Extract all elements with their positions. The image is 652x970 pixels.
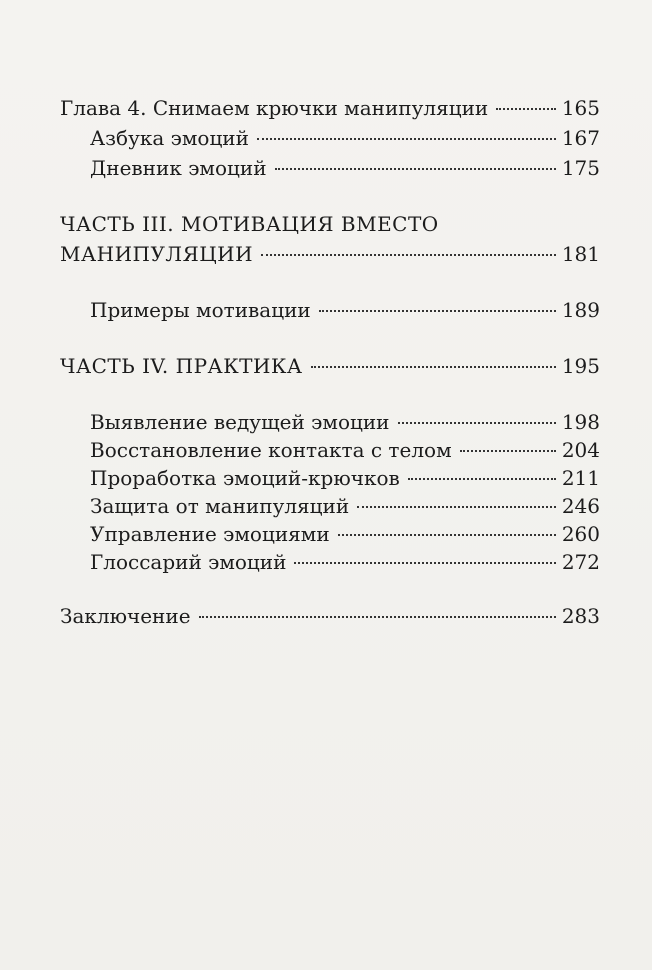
toc-entry-page: 283: [561, 604, 600, 628]
toc-entry-title: Восстановление контакта с телом: [90, 438, 452, 462]
leader-dots: [357, 506, 556, 508]
toc-entry-page: 165: [561, 96, 600, 120]
toc-entry-page: 246: [561, 494, 600, 518]
part3-heading-line1: ЧАСТЬ III. МОТИВАЦИЯ ВМЕСТО: [60, 212, 439, 236]
toc-entry-title: Выявление ведущей эмоции: [90, 410, 390, 434]
toc-entry-zashchita: [90, 494, 600, 518]
toc-entry-page: 204: [561, 438, 600, 462]
toc-entry-part4: [60, 354, 600, 378]
toc-entry-title: Дневник эмоций: [90, 156, 267, 180]
toc-entry-page: 175: [561, 156, 600, 180]
part3-heading-line2: МАНИПУЛЯЦИИ: [60, 242, 254, 266]
leader-dots: [294, 562, 555, 564]
leader-dots: [261, 254, 556, 256]
leader-dots: [311, 366, 556, 368]
leader-dots: [408, 478, 556, 480]
leader-dots: [319, 310, 556, 312]
toc-entry-title: Управление эмоциями: [90, 522, 330, 546]
toc-entry-title: Проработка эмоций-крючков: [90, 466, 400, 490]
leader-dots: [275, 168, 556, 170]
toc-entry-title: Заключение: [60, 604, 191, 628]
toc-entry-page: 167: [561, 126, 600, 150]
toc-entry-page: 211: [561, 466, 600, 490]
toc-entry-dnevnik: [90, 156, 600, 180]
toc-entry-upravlenie: [90, 522, 600, 546]
toc-entry-page: 189: [561, 298, 600, 322]
toc-entry-vosstanovlenie: [90, 438, 600, 462]
leader-dots: [398, 422, 556, 424]
toc-entry-page: 272: [561, 550, 600, 574]
toc-entry-part3: [60, 242, 600, 266]
toc-entry-primery: [90, 298, 600, 322]
toc-entry-glossariy: [90, 550, 600, 574]
toc-entry-page: 198: [561, 410, 600, 434]
leader-dots: [257, 138, 556, 140]
leader-dots: [338, 534, 556, 536]
toc-entry-title: ЧАСТЬ IV. ПРАКТИКА: [60, 354, 303, 378]
leader-dots: [199, 616, 556, 618]
toc-entry-title: Глава 4. Снимаем крючки манипуляции: [60, 96, 489, 120]
leader-dots: [460, 450, 556, 452]
toc-entry-title: Азбука эмоций: [90, 126, 249, 150]
toc-entry-azbuka: [90, 126, 600, 150]
toc-entry-page: 195: [561, 354, 600, 378]
toc-entry-title: Глоссарий эмоций: [90, 550, 287, 574]
toc-entry-chapter4: [60, 96, 600, 120]
toc-entry-title: Защита от манипуляций: [90, 494, 350, 518]
leader-dots: [496, 108, 556, 110]
toc-entry-title: Примеры мотивации: [90, 298, 311, 322]
toc-entry-prorabotka: [90, 466, 600, 490]
toc-entry-conclusion: [60, 604, 600, 628]
toc-entry-page: 181: [561, 242, 600, 266]
toc-entry-vyyavlenie: [90, 410, 600, 434]
toc-entry-page: 260: [561, 522, 600, 546]
